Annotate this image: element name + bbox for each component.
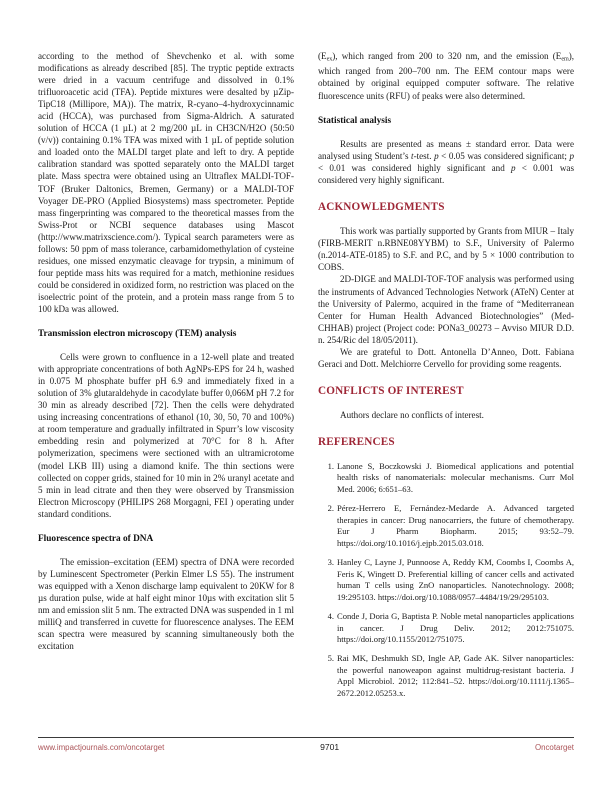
- reference-number: 5.: [327, 653, 334, 664]
- heading-references: REFERENCES: [318, 436, 395, 449]
- reference-item: [318, 557, 574, 603]
- reference-number: 4.: [327, 610, 334, 621]
- paragraph-statistical: [318, 138, 574, 186]
- spacer: [318, 450, 574, 461]
- text-run: < 0.05 was considered significant;: [438, 150, 570, 161]
- paragraph-acknowledgments-2: 2D-DIGE and MALDI-TOF-TOF analysis was performed using the instruments of Advanced Technologies Network (ATeN) Center at the University of Palermo, acquired in the frame of “Mediterranean Center for Human Health Advanced Biotechnologies” (Med-CHHAB) project (Project code: PONa3_00273 – Avviso MIUR D.D. n. 254/Ric del 18/05/2011).: [318, 274, 574, 345]
- heading-statistical-analysis: Statistical analysis: [318, 115, 392, 126]
- paragraph-acknowledgments-1: This work was partially supported by Grants from MIUR – Italy (FIRB-MERIT n.RBNE08YYBM) to S.F., University of Palermo (n.2014-ATE-0185) to S.F. and P.C, and by 5 × 1000 contribution to COBS.: [318, 226, 574, 273]
- text-run: -test.: [413, 150, 435, 161]
- reference-item: [318, 611, 574, 646]
- text-run: < 0.01 was considered highly significant and: [318, 162, 511, 173]
- spacer: [318, 214, 574, 225]
- paragraph-conflicts: Authors declare no conflicts of interest.: [340, 410, 484, 421]
- reference-item: [318, 461, 574, 496]
- paragraph-fluorescence: The emission–excitation (EEM) spectra of DNA were recorded by Luminescent Spectrometer (Perkin Elmer LS 55). The instrument was equipped with a Xenon discharge lamp equivalent to 20KW for 8 µs duration pulse, wide at half eight minor 10µs with excitation slit 5 nm and emission slit 5 nm. The extracted DNA was suspended in 1 ml milliQ and transferred in cuvette for fluorescence analyses. The EEM scan spectra were measured by scanning simultaneously both the excitation: [38, 556, 294, 652]
- reference-number: 2.: [327, 503, 334, 514]
- paragraph-methods-continued: according to the method of Shevchenko et al. with some modifications as already described [85]. The tryptic peptide extracts were dried in a vacuum centrifuge and dissolved in 0.1% trifluoroacetic acid (TFA). Peptide mixtures were desalted by µZip-TipC18 (Millipore, MA)). The matrix, R-cyano–4-hydroxycinnamic acid (HCCA), was purchased from Sigma-Aldrich. A saturated solution of HCCA (1 µL) at 2 mg/200 µL in CH3CN/H2O (50:50 (v/v)) containing 0.1% TFA was mixed with 1 µL of peptide solution and loaded onto the MALDI target plate and left to dry. A peptide calibration standard was spotted separately onto the MALDI target plate. Mass spectra were obtained using an Ultraflex MALDI-TOF-TOF (Bruker Daltonics, Bremen, Germany) or a MALDI-TOF Voyager DE-PRO (Applied Biosystems) mass spectrometer. Peptide mass fingerprinting was compared to the theoretical masses from the Swiss-Prot or NCBI sequence databases using Mascot (http://www.matrixscience.com/). Typical search parameters were as follows: 50 ppm of mass tolerance, carbamidomethylation of cysteine residues, one missed enzymatic cleavage for trypsin, a minimum of four peptide mass hits was required for a match, methionine residues could be considered in oxidized form, no restriction was placed on the isoelectric point of the protein, and a protein mass range from 5 to 100 kDa was allowed.: [38, 51, 294, 314]
- references-list: [318, 461, 574, 700]
- reference-number: 1.: [327, 460, 334, 471]
- page-footer: [38, 742, 574, 752]
- footer-page-number: 9701: [320, 742, 340, 752]
- heading-conflicts-of-interest: CONFLICTS OF INTEREST: [318, 384, 464, 397]
- paragraph-acknowledgments-3: We are grateful to Dott. Antonella D’Anneo, Dott. Fabiana Geraci and Dott. Melchiorre Cervello for providing some reagents.: [318, 346, 574, 369]
- spacer: [318, 370, 574, 385]
- spacer: [318, 127, 574, 138]
- paragraph-fluorescence-continued: $(E_{ex})$, which ranged from 200 to 320 nm, and the emission $(E_{em})$, which ranged from 200–700 nm. The EEM contour maps were obtained by original equipped computer software. The relative fluorescence units (RFU) of peaks were also determined.: [318, 51, 574, 101]
- text-run: < 0.001 was considered very highly significant.: [318, 162, 574, 185]
- reference-text: Conde J, Doria G, Baptista P. Noble metal nanoparticles applications in cancer. J Drug Deliv. 2012; 2012:751075. https://doi.org/10.1155/2012/751075.: [337, 610, 574, 645]
- spacer: [318, 102, 574, 115]
- reference-text: Lanone S, Boczkowski J. Biomedical applications and potential health risks of nanomaterials: molecular mechanisms. Curr Mol Med. 2006; 6:651–63.: [337, 460, 574, 495]
- footer-journal-name: Oncotarget: [534, 743, 574, 752]
- spacer: [318, 186, 574, 201]
- two-column-body: [38, 50, 574, 722]
- reference-item: [318, 503, 574, 549]
- subscript-ex: ex: [326, 55, 333, 63]
- spacer: [38, 520, 294, 533]
- italic-t: t: [411, 150, 414, 161]
- text-run: , which ranged from 200 to 320 nm, and the emission: [335, 51, 549, 61]
- italic-p: p: [511, 162, 516, 173]
- text-run: Results are presented as means ± standard error. Data were analysed using Student’s: [318, 138, 574, 161]
- paragraph-tem: Cells were grown to confluence in a 12-well plate and treated with appropriate concentrations of both AgNPs-EPS for 24 h, washed in 0.075 M phosphate buffer pH 6.9 and immediately fixed in a solution of 3% glutaraldehyde in cacodylate buffer 0,066M pH 7.2 for 30 min as already described [72]. Then the cells were dehydrated using increasing concentrations of ethanol (10, 30, 50, 70 and 100%) at room temperature and gradually infiltrated in Spurr’s low viscosity embedding resin and polymerized at 70°C for 8 h. After polymerization, specimens were sectioned with an ultramicrotome (model LKB III) using a diamond knife. The thin sections were collected on copper grids, stained for 10 min in 2% uranyl acetate and 5 min in lead citrate and then they were observed by Transmission Electron Microscopy (PHILIPS 268 Morgagni, FEI ) operating under standard conditions.: [38, 352, 294, 519]
- right-column: [318, 50, 574, 722]
- spacer: [38, 315, 294, 328]
- reference-text: Hanley C, Layne J, Punnoose A, Reddy KM, Coombs I, Coombs A, Feris K, Wingett D. Preferential killing of cancer cells and activated human T cells using ZnO nanoparticles. Nanotechnology. 2008; 19:295103. https://doi.org/10.1088/0957–4484/19/29/295103.: [337, 557, 574, 602]
- footer-journal-url[interactable]: www.impactjournals.com/oncotarget: [38, 743, 165, 752]
- italic-p: p: [434, 150, 439, 161]
- text-run: , which ranged from 200–700 nm. The EEM contour maps were obtained by original equipped computer software. The relative fluorescence units (RFU) of peaks were also determined.: [318, 51, 574, 101]
- spacer: [38, 340, 294, 351]
- footer-divider: [38, 737, 574, 738]
- italic-p: p: [569, 150, 574, 161]
- heading-acknowledgments: ACKNOWLEDGMENTS: [318, 200, 445, 213]
- reference-number: 3.: [327, 557, 334, 568]
- reference-text: Pérez-Herrero E, Fernández-Medarde A. Advanced targeted therapies in cancer: Drug nanocarriers, the future of chemotherapy. Eur J Pharm Biopharm. 2015; 93:52–79. https://doi.org/10.1016/j.ejpb.2015.03.018.: [337, 503, 574, 548]
- reference-item: [318, 653, 574, 699]
- spacer: [318, 398, 574, 409]
- spacer: [318, 421, 574, 436]
- heading-fluorescence-spectra: Fluorescence spectra of DNA: [38, 533, 154, 544]
- reference-text: Rai MK, Deshmukh SD, Ingle AP, Gade AK. Silver nanoparticles: the powerful nanoweapon against multidrug-resistant bacteria. J Appl Microbiol. 2012; 112:841–52. https://doi.org/10.1111/j.1365–2672.2012.05253.x.: [337, 653, 574, 698]
- subscript-em: em: [561, 55, 569, 63]
- spacer: [38, 545, 294, 556]
- left-column: [38, 50, 294, 722]
- heading-tem-analysis: Transmission electron microscopy (TEM) analysis: [38, 329, 237, 340]
